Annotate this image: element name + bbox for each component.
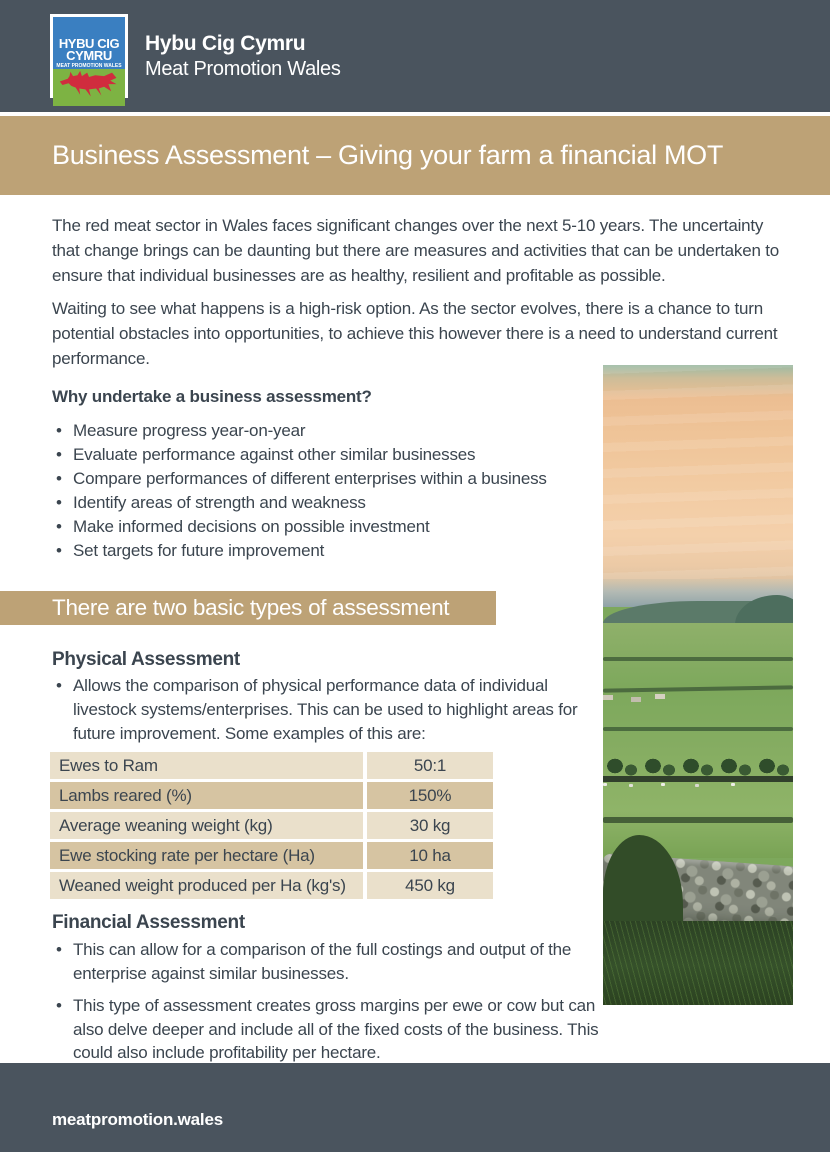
- logo-green-panel: [53, 69, 125, 106]
- photo-sunset-sky: [603, 365, 793, 583]
- table-cell-value: 30 kg: [367, 812, 493, 839]
- list-item: • This type of assessment creates gross margins per ewe or cow but can also delve deeper and include all of the fixed costs of the business. This could also include profitability per hectare.: [52, 994, 605, 1065]
- left-column: [52, 649, 605, 1065]
- table-row: [50, 842, 493, 869]
- table-row: [50, 782, 493, 809]
- photo-cattle: [603, 783, 607, 786]
- list-item: • Identify areas of strength and weakness: [52, 491, 785, 515]
- logo-text-line2: CYMRU: [66, 48, 112, 63]
- table-row: [50, 812, 493, 839]
- photo-hedgerow: [603, 817, 793, 823]
- table-cell-label: Weaned weight produced per Ha (kg's): [50, 872, 363, 899]
- logo-subtext: MEAT PROMOTION WALES: [53, 63, 125, 69]
- list-item: • Set targets for future improvement: [52, 539, 785, 563]
- physical-assessment-heading: Physical Assessment: [52, 649, 240, 670]
- photo-farm-buildings: [603, 695, 613, 700]
- table-row: [50, 752, 493, 779]
- brand-name: Hybu Cig Cymru: [145, 31, 306, 55]
- header-bar: [0, 0, 830, 112]
- table-cell-label: Lambs reared (%): [50, 782, 363, 809]
- table-cell-label: Ewe stocking rate per hectare (Ha): [50, 842, 363, 869]
- intro-paragraph-1: The red meat sector in Wales faces significant changes over the next 5-10 years. The uncertainty that change brings can be daunting but there are measures and activities that can be undertaken to ensure that individual businesses are as healthy, resilient and profitable as possible.: [52, 216, 780, 285]
- photo-tree-line: [603, 750, 793, 790]
- intro-paragraph-2: Waiting to see what happens is a high-risk option. As the sector evolves, there is a chance to turn potential obstacles into opportunities, to achieve this however there is a need to understand current performance.: [52, 299, 778, 368]
- logo-text-line1: HYBU CIG: [58, 36, 120, 51]
- photo-foreground-grass: [603, 921, 793, 1005]
- financial-bullet-list: [52, 938, 605, 1065]
- financial-assessment-heading: Financial Assessment: [52, 912, 245, 933]
- table-cell-value: 50:1: [367, 752, 493, 779]
- photo-hedgerow: [603, 727, 793, 731]
- brand-subtitle: Meat Promotion Wales: [145, 57, 341, 80]
- table-cell-value: 150%: [367, 782, 493, 809]
- performance-table: [50, 752, 493, 899]
- list-item: • Evaluate performance against other similar businesses: [52, 443, 785, 467]
- types-banner-title: There are two basic types of assessment: [52, 595, 450, 620]
- types-banner: [0, 591, 496, 625]
- list-item: • Make informed decisions on possible investment: [52, 515, 785, 539]
- website-url: meatpromotion.wales: [52, 1110, 223, 1129]
- table-cell-label: Ewes to Ram: [50, 752, 363, 779]
- table-cell-value: 450 kg: [367, 872, 493, 899]
- list-item: • Allows the comparison of physical performance data of individual livestock systems/enterprises. This can be used to highlight areas for future improvement. Some examples of this are:: [52, 674, 605, 746]
- table-cell-label: Average weaning weight (kg): [50, 812, 363, 839]
- why-heading: Why undertake a business assessment?: [52, 387, 372, 406]
- list-item: • Compare performances of different enterprises within a business: [52, 467, 785, 491]
- list-item: • This can allow for a comparison of the full costings and output of the enterprise against similar businesses.: [52, 938, 605, 985]
- brand-block: [145, 31, 341, 82]
- page-title: Business Assessment – Giving your farm a financial MOT: [52, 140, 724, 170]
- list-item: • Measure progress year-on-year: [52, 419, 785, 443]
- welsh-dragon-icon: [58, 69, 120, 106]
- table-cell-value: 10 ha: [367, 842, 493, 869]
- physical-bullet-list: [52, 674, 605, 746]
- table-row: [50, 872, 493, 899]
- title-banner: [0, 116, 830, 195]
- logo-blue-panel: [53, 17, 125, 63]
- photo-hedgerow: [603, 657, 793, 661]
- hcc-logo: [50, 14, 128, 98]
- footer-bar: [0, 1063, 830, 1152]
- countryside-photo: [603, 365, 793, 1005]
